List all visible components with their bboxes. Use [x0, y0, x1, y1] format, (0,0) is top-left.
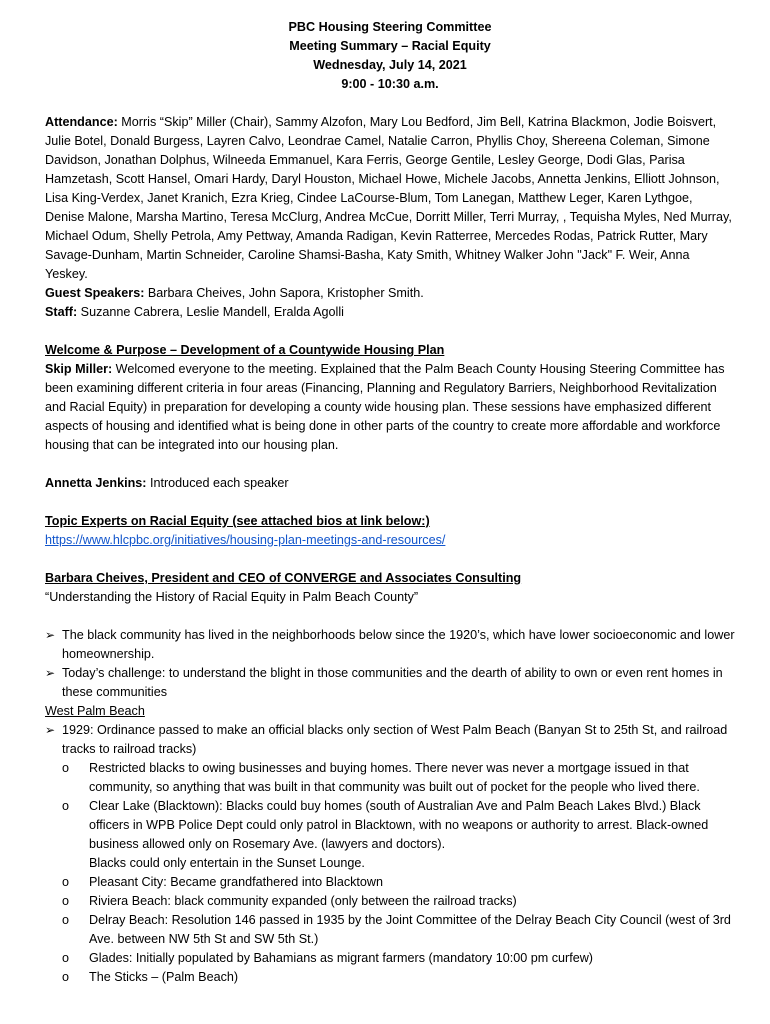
doc-subtitle: Meeting Summary – Racial Equity: [289, 39, 491, 53]
sub-bullet-item: o The Sticks – (Palm Beach): [45, 968, 735, 987]
sub-bullet-item: o Glades: Initially populated by Bahamians as migrant farmers (mandatory 10:00 pm curfew): [45, 949, 735, 968]
resources-link[interactable]: https://www.hlcpbc.org/initiatives/housing-plan-meetings-and-resources/: [45, 533, 446, 547]
document-page: [45, 18, 735, 987]
guest-speakers-paragraph: [45, 284, 735, 303]
barbara-heading: Barbara Cheives, President and CEO of CONVERGE and Associates Consulting: [45, 571, 522, 585]
sub-bullet-item: o Riviera Beach: black community expanded (only between the railroad tracks): [45, 892, 735, 911]
sub-bullet-item: [45, 797, 735, 873]
attendance-label: Attendance:: [45, 115, 118, 129]
meeting-time: 9:00 - 10:30 a.m.: [341, 77, 439, 91]
annetta-speaker: Annetta Jenkins:: [45, 476, 147, 490]
bullet-item: ➢ Today’s challenge: to understand the blight in those communities and the dearth of ability to own or even rent homes in these communities: [45, 664, 735, 702]
wpb-heading: West Palm Beach: [45, 704, 145, 718]
guest-speakers-label: Guest Speakers:: [45, 286, 145, 300]
attendance-paragraph: [45, 113, 735, 284]
staff-label: Staff:: [45, 305, 78, 319]
bullet-item: ➢ The black community has lived in the neighborhoods below since the 1920’s, which have lower socioeconomic and lower homeownership.: [45, 626, 735, 664]
staff-text: Suzanne Cabrera, Leslie Mandell, Eralda Agolli: [77, 305, 344, 319]
attendance-text: Morris “Skip” Miller (Chair), Sammy Alzofon, Mary Lou Bedford, Jim Bell, Katrina Blackmon, Jodie Boisvert, Julie Botel, Donald Burgess, Layren Calvo, Leondrae Camel, Natalie Carron, Phyllis Choy, Shereena Coleman, Simone Davidson, Jonathan Dolphus, Wilneeda Emmanuel, Kara Ferris, George Gentile, Lesley George, Dodi Glas, Parisa Hamzetash, Scott Hansel, Omari Hardy, Daryl Houston, Michael Howe, Michele Jacobs, Annetta Jenkins, Elliott Johnson, Lisa King-Verdex, Janet Kranich, Ezra Krieg, Cindee LaCourse-Blum, Tom Lanegan, Matthew Leger, Karen Lythgoe, Denise Malone, Marsha Martino, Teresa McClurg, Andrea McCue, Dorritt Miller, Terri Murray, , Tequisha Myles, Ned Murray, Michael Odum, Shelly Petrola, Amy Pettway, Amanda Radigan, Kevin Ratterree, Mercedes Rodas, Patrick Rutter, Mary Savage-Dunham, Martin Schneider, Caroline Shamsi-Basha, Katy Smith, Whitney Walker John "Jack" F. Weir, Anna Yeskey.: [45, 115, 732, 281]
staff-paragraph: [45, 303, 735, 322]
annetta-text: Introduced each speaker: [146, 476, 289, 490]
welcome-speaker: Skip Miller:: [45, 362, 113, 376]
bullet-item: ➢ 1929: Ordinance passed to make an official blacks only section of West Palm Beach (Banyan St to 25th St, and railroad tracks to railroad tracks): [45, 721, 735, 759]
annetta-paragraph: [45, 474, 735, 493]
barbara-subtitle: “Understanding the History of Racial Equity in Palm Beach County”: [45, 590, 419, 604]
topic-heading: Topic Experts on Racial Equity (see attached bios at link below:): [45, 514, 430, 528]
clear-lake-text: o Clear Lake (Blacktown): Blacks could buy homes (south of Australian Ave and Palm Beach Lakes Blvd.) Black officers in WPB Police Dept could only patrol in Blacktown, with no weapons or authority to arrest. Black-owned business allowed only on Rosemary Ave. (lawyers and doctors).: [89, 799, 709, 851]
welcome-paragraph: [45, 360, 735, 455]
welcome-text: Welcomed everyone to the meeting. Explained that the Palm Beach County Housing Steering Committee has been examining different criteria in four areas (Financing, Planning and Regulatory Barriers, Neighborhood Revitalization and Racial Equity) in preparation for developing a county wide housing plan. These sessions have emphasized different aspects of housing and identified what is being done in other parts of the country to create more affordable and workforce housing that can be integrated into our housing plan.: [45, 362, 725, 452]
meeting-date: Wednesday, July 14, 2021: [313, 58, 467, 72]
welcome-heading: Welcome & Purpose – Development of a Countywide Housing Plan: [45, 343, 445, 357]
guest-speakers-text: Barbara Cheives, John Sapora, Kristopher Smith.: [144, 286, 424, 300]
clear-lake-extra: Blacks could only entertain in the Sunset Lounge.: [89, 856, 365, 870]
sub-bullet-item: o Restricted blacks to owing businesses and buying homes. There never was never a mortgage issued in that community, so anything that was built in that community was built out of pocket for the people who lived there.: [45, 759, 735, 797]
sub-bullet-item: o Delray Beach: Resolution 146 passed in 1935 by the Joint Committee of the Delray Beach City Council (west of 3rd Ave. between NW 5th St and SW 5th St.): [45, 911, 735, 949]
sub-bullet-item: o Pleasant City: Became grandfathered into Blacktown: [45, 873, 735, 892]
doc-title: PBC Housing Steering Committee: [288, 20, 492, 34]
